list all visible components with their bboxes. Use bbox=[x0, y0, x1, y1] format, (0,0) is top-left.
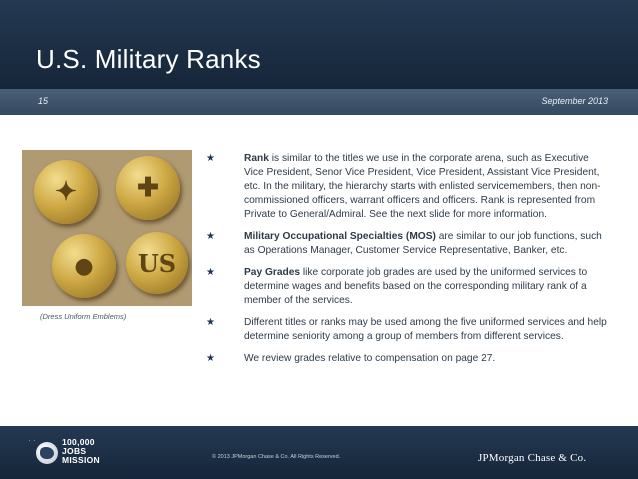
emblem-glyph: ● bbox=[74, 253, 94, 279]
slide-title: U.S. Military Ranks bbox=[36, 44, 261, 74]
bullet-text: Different titles or ranks may be used among the five uniformed services and help determine seniority among a group of members from different services. bbox=[244, 317, 607, 342]
jobs-logo-line1: 100,000 bbox=[62, 437, 95, 447]
emblem-pin-grenade bbox=[52, 234, 116, 298]
star-icon: ★ bbox=[206, 153, 215, 164]
bullet-text: like corporate job grades are used by the uniformed services to determine wages and benefits based on the corresponding military rank of a member of the services. bbox=[244, 267, 588, 306]
photo-caption: (Dress Uniform Emblems) bbox=[40, 312, 127, 321]
logo-dots: · · bbox=[28, 436, 36, 445]
emblem-glyph: US bbox=[137, 248, 177, 278]
copyright-text: © 2013 JPMorgan Chase & Co. All Rights Reserved. bbox=[212, 454, 341, 460]
bullet-item bbox=[206, 352, 610, 366]
emblems-photo bbox=[22, 150, 192, 306]
emblem-glyph: ✦ bbox=[55, 177, 77, 207]
star-icon: ★ bbox=[206, 317, 215, 328]
emblem-pin-crossed-rifles bbox=[116, 156, 180, 220]
bullet-text: is similar to the titles we use in the corporate arena, such as Executive Vice President, Senor Vice President, Vice President, Assistant Vice President, etc. In the military, the hierarchy starts with enlisted servicemembers, then non-commissioned officers, warrant officers and officers. Rank is represented from Private to General/Admiral. See the next slide for more information. bbox=[244, 153, 601, 220]
bullet-list bbox=[206, 152, 610, 374]
jobs-mission-logo bbox=[30, 436, 140, 472]
star-icon: ★ bbox=[206, 353, 215, 364]
slide-date: September 2013 bbox=[541, 96, 608, 106]
bullet-lead: Pay Grades bbox=[244, 267, 301, 278]
bullet-text: are similar to our job functions, such as Operations Manager, Customer Service Representative, Banker, etc. bbox=[244, 231, 602, 256]
page-number: 15 bbox=[38, 96, 49, 106]
jobs-logo-line2: JOBS bbox=[62, 446, 87, 456]
emblem-pin-crossed-sabers bbox=[34, 160, 98, 224]
bullet-item bbox=[206, 230, 610, 258]
jobs-logo-text bbox=[62, 438, 100, 465]
jobs-logo-line3: MISSION bbox=[62, 455, 100, 465]
bullet-item bbox=[206, 316, 610, 344]
globe-icon bbox=[36, 442, 58, 464]
star-icon: ★ bbox=[206, 231, 215, 242]
bullet-text: We review grades relative to compensation on page 27. bbox=[244, 353, 496, 364]
emblem-glyph: ✚ bbox=[137, 173, 159, 203]
bullet-item bbox=[206, 266, 610, 308]
bullet-lead: Rank bbox=[244, 153, 269, 164]
bullet-lead: Military Occupational Specialties (MOS) bbox=[244, 231, 436, 242]
emblem-pin-us bbox=[126, 232, 188, 294]
jpmorgan-logo: JPMorgan Chase & Co. bbox=[478, 452, 587, 464]
bullet-item bbox=[206, 152, 610, 222]
star-icon: ★ bbox=[206, 267, 215, 278]
